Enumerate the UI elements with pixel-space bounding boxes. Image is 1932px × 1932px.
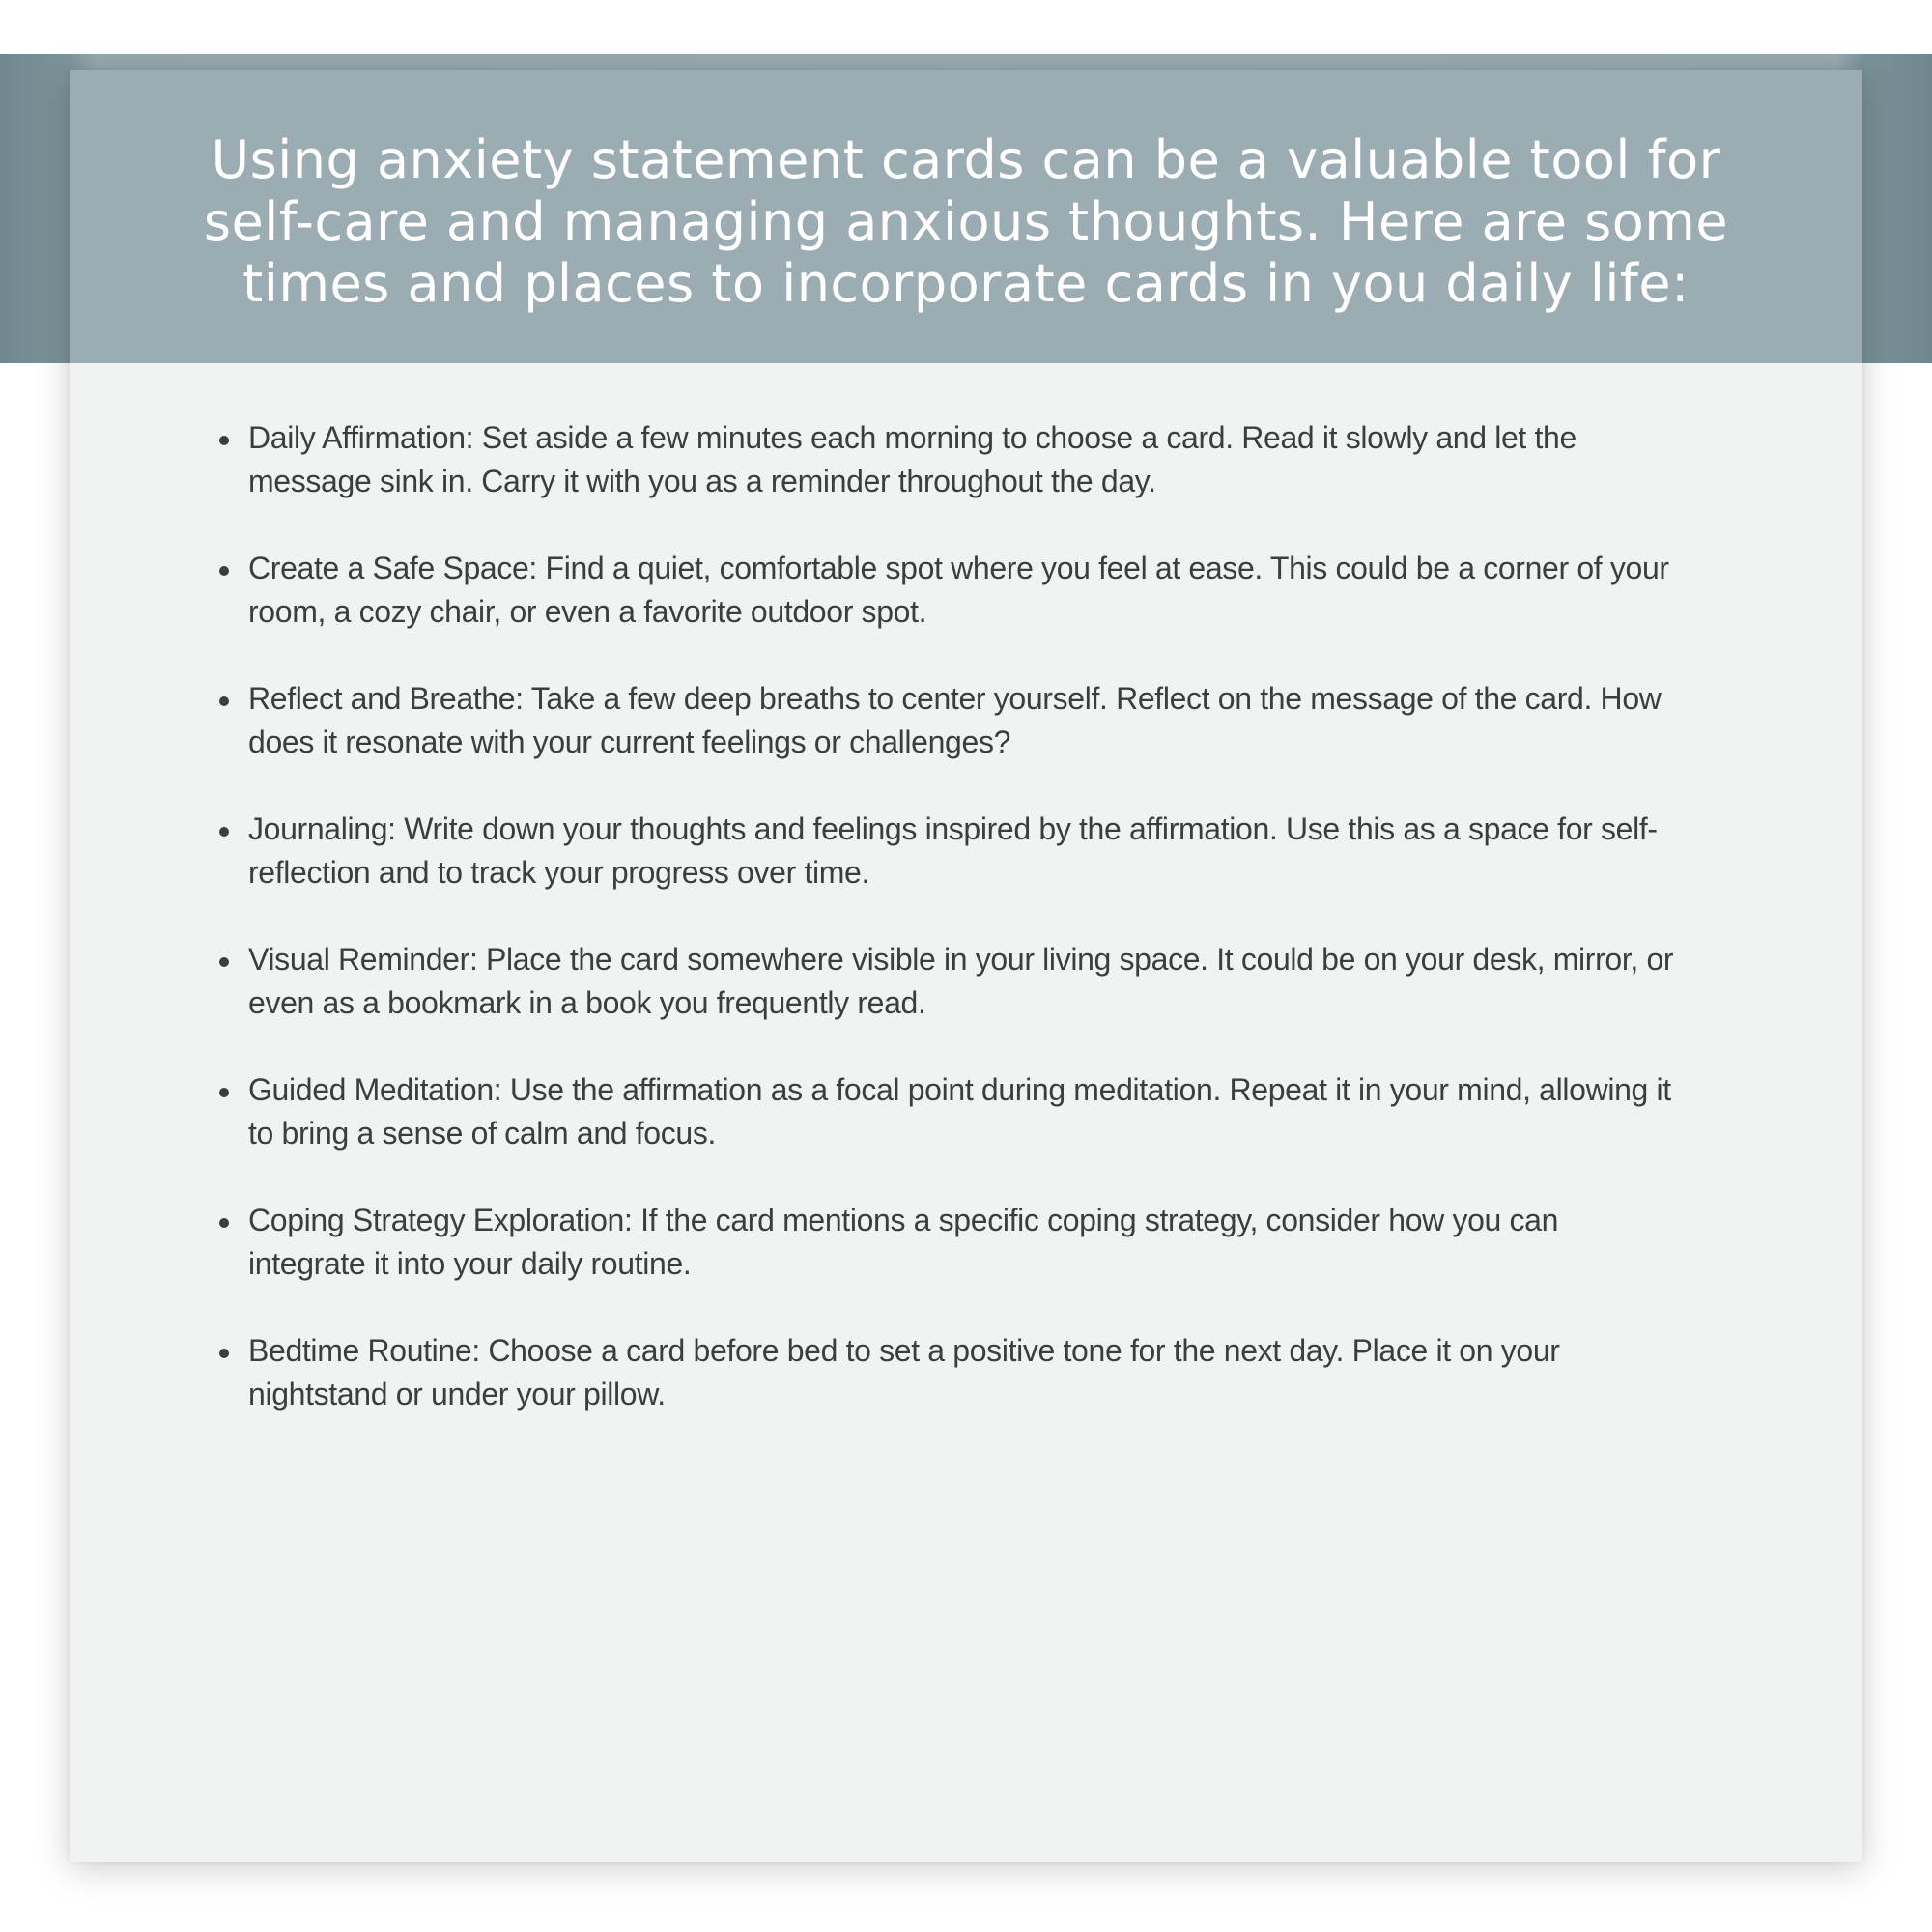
title-line-1: Using anxiety statement cards can be a valuable tool for xyxy=(211,129,1721,190)
tip-line: does it resonate with your current feelings or challenges? xyxy=(248,724,1011,759)
tip-safe-space xyxy=(248,547,1813,634)
tip-line: Coping Strategy Exploration: If the card mentions a specific coping strategy, consider how you can xyxy=(248,1203,1559,1237)
tip-journaling xyxy=(248,808,1813,895)
tip-daily-affirmation xyxy=(248,416,1813,503)
tip-line: even as a bookmark in a book you frequently read. xyxy=(248,985,926,1020)
page-title xyxy=(147,129,1785,315)
tip-line: Bedtime Routine: Choose a card before bed to set a positive tone for the next day. Place it on your xyxy=(248,1333,1560,1368)
title-line-3: times and places to incorporate cards in you daily life: xyxy=(242,253,1690,314)
tip-line: reflection and to track your progress over time. xyxy=(248,855,870,890)
tips-list xyxy=(248,416,1813,1460)
tip-line: to bring a sense of calm and focus. xyxy=(248,1116,717,1151)
content-card xyxy=(70,70,1862,1862)
tip-bedtime-routine xyxy=(248,1329,1813,1416)
tip-line: message sink in. Carry it with you as a reminder throughout the day. xyxy=(248,464,1156,498)
tip-line: Create a Safe Space: Find a quiet, comfortable spot where you feel at ease. This could be a corner of your xyxy=(248,551,1669,585)
tip-line: Guided Meditation: Use the affirmation as a focal point during meditation. Repeat it in your mind, allowing it xyxy=(248,1072,1671,1107)
tip-line: Journaling: Write down your thoughts and feelings inspired by the affirmation. Use this as a space for self- xyxy=(248,811,1658,846)
tip-line: Reflect and Breathe: Take a few deep breaths to center yourself. Reflect on the message of the card. How xyxy=(248,681,1662,716)
tip-line: room, a cozy chair, or even a favorite outdoor spot. xyxy=(248,594,927,629)
tip-guided-meditation xyxy=(248,1068,1813,1155)
tip-visual-reminder xyxy=(248,938,1813,1025)
tip-coping-strategy xyxy=(248,1199,1813,1286)
title-line-2: self-care and managing anxious thoughts. Here are some xyxy=(203,191,1729,252)
tip-line: nightstand or under your pillow. xyxy=(248,1377,666,1411)
tip-line: Visual Reminder: Place the card somewhere visible in your living space. It could be on your desk, mirror, or xyxy=(248,942,1674,977)
tip-line: integrate it into your daily routine. xyxy=(248,1246,692,1281)
tip-reflect-and-breathe xyxy=(248,677,1813,764)
tip-line: Daily Affirmation: Set aside a few minutes each morning to choose a card. Read it slowly and let the xyxy=(248,420,1577,455)
card-header xyxy=(70,70,1862,363)
